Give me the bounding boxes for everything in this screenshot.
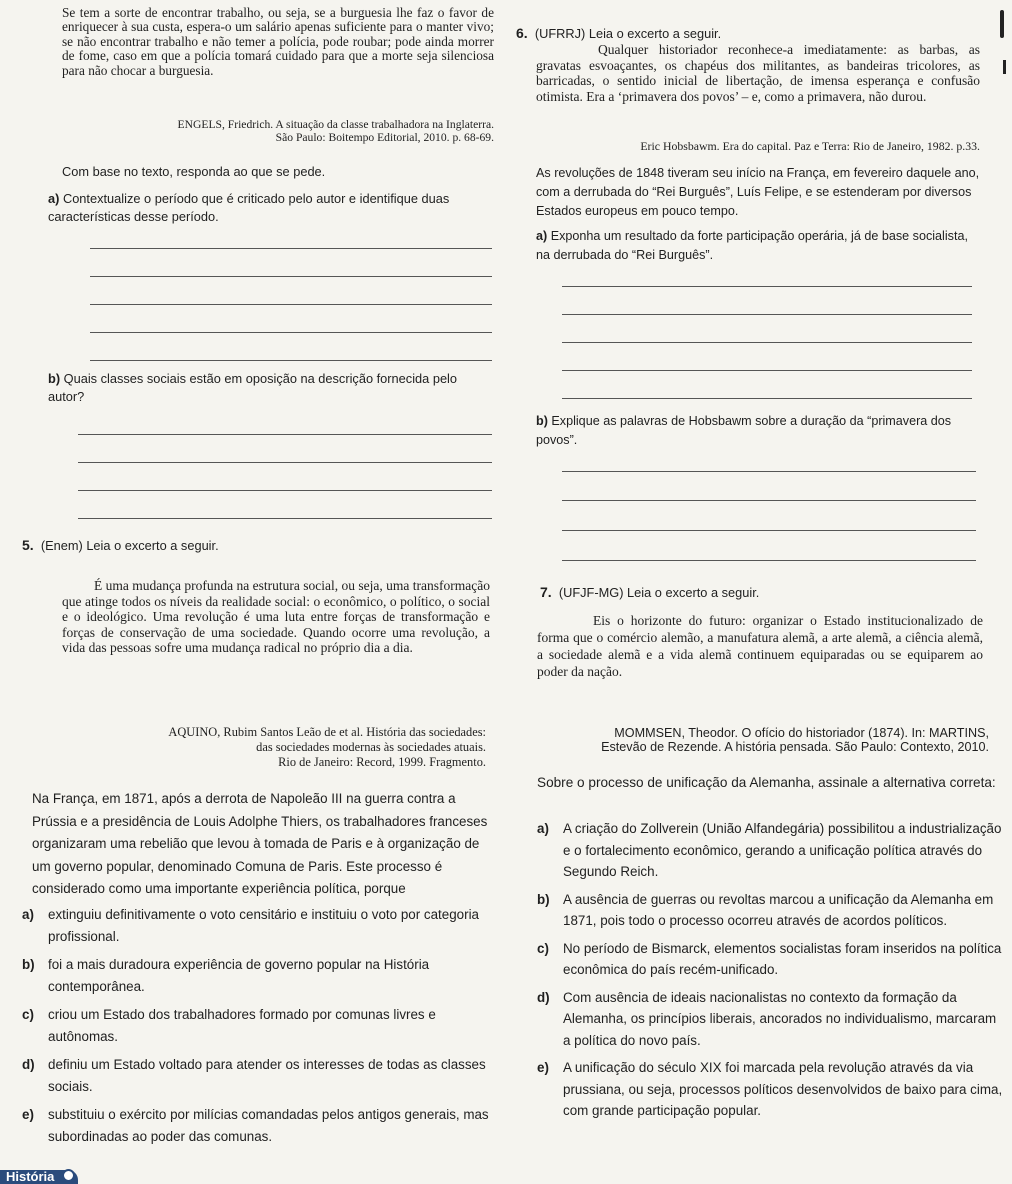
- option-text: criou um Estado dos trabalhadores formado por comunas livres e autônomas.: [48, 1007, 436, 1044]
- answer-line[interactable]: [90, 276, 492, 277]
- answer-line[interactable]: [562, 398, 972, 399]
- answer-line[interactable]: [562, 560, 976, 561]
- option-text: A criação do Zollverein (União Alfandegária) possibilitou a industrialização e o fortalecimento econômico, gerando a unificação política através do Segundo Reich.: [563, 821, 1002, 879]
- mommsen-excerpt: Eis o horizonte do futuro: organizar o Estado institucionalizado de forma que o comércio alemão, a manufatura alemã, a arte alemã, a ciência alemã, a sociedade alemã e a vida alemã continuem equiparadas ou se equiparem ao poder da nação.: [537, 613, 983, 679]
- answer-option[interactable]: [22, 904, 492, 948]
- answer-option[interactable]: [537, 889, 1007, 932]
- option-letter: d): [537, 989, 550, 1005]
- option-text: definiu um Estado voltado para atender os interesses de todas as classes sociais.: [48, 1057, 486, 1094]
- option-text: A ausência de guerras ou revoltas marcou a unificação da Alemanha em 1871, pois todo o processo ocorreu através de acordos políticos.: [563, 891, 994, 928]
- answer-option[interactable]: [537, 1057, 1007, 1122]
- answer-line[interactable]: [562, 314, 972, 315]
- question-6-context: As revoluções de 1848 tiveram seu início na França, em fevereiro daquele ano, com a derrubada do “Rei Burguês”, Luís Felipe, e se estenderam por diversos Estados europeus em pouco tempo.: [536, 166, 980, 218]
- enem-excerpt: É uma mudança profunda na estrutura social, ou seja, uma transformação que atinge todos os níveis da realidade social: o econômico, o político, o social e o ideológico. Uma revolução é uma luta entre forças de transformação e forças de conservação de uma sociedade. Quando ocorre uma revolução, a vida das pessoas sofre uma mudança radical no próprio dia a dia.: [62, 578, 490, 656]
- question-number: 5.: [22, 537, 34, 553]
- source-line: ENGELS, Friedrich. A situação da classe trabalhadora na Inglaterra.: [177, 118, 494, 131]
- answer-line[interactable]: [562, 471, 976, 472]
- question-7-options: [537, 818, 1007, 1122]
- question-6b-text: Explique as palavras de Hobsbawm sobre a duração da “primavera dos povos”.: [536, 414, 952, 447]
- answer-line[interactable]: [562, 370, 972, 371]
- answer-line[interactable]: [78, 490, 492, 491]
- source-line: MOMMSEN, Theodor. O ofício do historiador (1874). In: MARTINS,: [614, 726, 989, 740]
- option-text: A unificação do século XIX foi marcada pela revolução através da via prussiana, ou seja, processos políticos desenvolvidos de baixo para cima, com grande participação popular.: [563, 1060, 1003, 1118]
- question-7-header: [540, 583, 980, 602]
- answer-line[interactable]: [78, 434, 492, 435]
- answer-line[interactable]: [90, 304, 492, 305]
- mommsen-source: [537, 726, 989, 754]
- source-line: Rio de Janeiro: Record, 1999. Fragmento.: [278, 755, 486, 769]
- option-text: No período de Bismarck, elementos socialistas foram inseridos na política econômica do país recém-unificado.: [563, 940, 1002, 977]
- option-letter: a): [22, 907, 34, 922]
- engels-source: [62, 118, 494, 144]
- option-text: Com ausência de ideais nacionalistas no contexto da formação da Alemanha, os princípios liberais, ancorados no individualismo, marcaram a política do novo país.: [563, 989, 997, 1048]
- question-number: 6.: [516, 25, 528, 41]
- question-4b: [48, 370, 494, 406]
- question-5-header: [22, 536, 494, 555]
- question-6-header: [516, 24, 976, 43]
- option-letter: d): [22, 1057, 35, 1072]
- source-line: AQUINO, Rubim Santos Leão de et al. História das sociedades:: [168, 725, 486, 739]
- option-letter: b): [537, 891, 550, 907]
- answer-line[interactable]: [90, 248, 492, 249]
- answer-line[interactable]: [90, 360, 492, 361]
- answer-line[interactable]: [78, 518, 492, 519]
- option-letter: a): [48, 191, 60, 206]
- option-letter: e): [537, 1060, 549, 1075]
- answer-option[interactable]: [22, 1054, 492, 1098]
- option-letter: b): [536, 414, 548, 428]
- question-7-title: (UFJF-MG) Leia o excerto a seguir.: [558, 585, 760, 600]
- source-line: São Paulo: Boitempo Editorial, 2010. p. 68-69.: [275, 131, 494, 144]
- answer-line[interactable]: [562, 530, 976, 531]
- question-5-options: [22, 904, 492, 1148]
- option-letter: a): [536, 229, 548, 243]
- answer-line[interactable]: [90, 332, 492, 333]
- question-6b: [536, 412, 976, 450]
- answer-option[interactable]: [22, 1004, 492, 1048]
- question-6a: [536, 227, 976, 265]
- subject-tab: História: [0, 1170, 78, 1184]
- question-5-stem: Na França, em 1871, após a derrota de Napoleão III na guerra contra a Prússia e a presidência de Louis Adolphe Thiers, os trabalhadores franceses organizaram uma rebelião que levou à tomada de Paris e à organização de um governo popular, denominado Comuna de Paris. Este processo é considerado como uma importante experiência política, porque: [32, 791, 488, 896]
- option-letter: b): [22, 957, 35, 972]
- answer-option[interactable]: [537, 987, 1007, 1052]
- option-letter: e): [22, 1107, 34, 1122]
- option-letter: a): [537, 821, 549, 836]
- answer-line[interactable]: [562, 286, 972, 287]
- engels-excerpt: Se tem a sorte de encontrar trabalho, ou seja, se a burguesia lhe faz o favor de enriquecer à sua custa, espera-o um salário apenas suficiente para o manter vivo; se não encontrar trabalho e não temer a polícia, pode roubar; pode ainda morrer de fome, caso em que a polícia tomará cuidado para que a morte seja silenciosa para não chocar a burguesia.: [62, 5, 494, 78]
- option-text: substituiu o exército por milícias comandadas pelos antigos generais, mas subordinadas ao poder das comunas.: [48, 1107, 489, 1144]
- question-4-prompt: Com base no texto, responda ao que se pede.: [62, 164, 326, 179]
- question-number: 7.: [540, 584, 552, 600]
- option-letter: c): [22, 1007, 34, 1022]
- tab-dot-icon: [62, 1169, 75, 1182]
- option-text: foi a mais duradoura experiência de governo popular na História contemporânea.: [48, 957, 430, 994]
- question-4a-text: Contextualize o período que é criticado pelo autor e identifique duas características desse período.: [48, 191, 450, 224]
- question-4b-text: Quais classes sociais estão em oposição na descrição fornecida pelo autor?: [48, 371, 458, 404]
- option-letter: c): [537, 940, 549, 956]
- question-5-title: (Enem) Leia o excerto a seguir.: [40, 538, 219, 553]
- aquino-source: [62, 725, 486, 770]
- option-text: extinguiu definitivamente o voto censitário e instituiu o voto por categoria profissional.: [48, 907, 479, 944]
- margin-bar: [1003, 60, 1006, 74]
- answer-line[interactable]: [562, 342, 972, 343]
- hobsbawm-source: Eric Hobsbawm. Era do capital. Paz e Terra: Rio de Janeiro, 1982. p.33.: [640, 139, 980, 153]
- answer-line[interactable]: [562, 500, 976, 501]
- source-line: das sociedades modernas às sociedades atuais.: [256, 740, 486, 754]
- source-line: Estevão de Rezende. A história pensada. São Paulo: Contexto, 2010.: [601, 740, 989, 754]
- answer-option[interactable]: [22, 1104, 492, 1148]
- answer-line[interactable]: [78, 462, 492, 463]
- hobsbawm-excerpt: Qualquer historiador reconhece-a imediatamente: as barbas, as gravatas esvoaçantes, os chapéus dos militantes, as bandeiras tricolores, as barricadas, o sentido inicial de libertação, de imensa esperança e confusão otimista. Era a ‘primavera dos povos’ – e, como a primavera, não durou.: [536, 42, 980, 104]
- question-7-stem: Sobre o processo de unificação da Alemanha, assinale a alternativa correta:: [537, 775, 996, 790]
- answer-option[interactable]: [537, 938, 1007, 981]
- answer-option[interactable]: [22, 954, 492, 998]
- answer-option[interactable]: [537, 818, 1007, 883]
- question-4a: [48, 190, 494, 226]
- option-letter: b): [48, 371, 61, 386]
- question-6a-text: Exponha um resultado da forte participação operária, já de base socialista, na derrubada do “Rei Burguês”.: [536, 229, 968, 262]
- margin-bar: [1000, 10, 1004, 38]
- question-6-title: (UFRRJ) Leia o excerto a seguir.: [534, 26, 722, 41]
